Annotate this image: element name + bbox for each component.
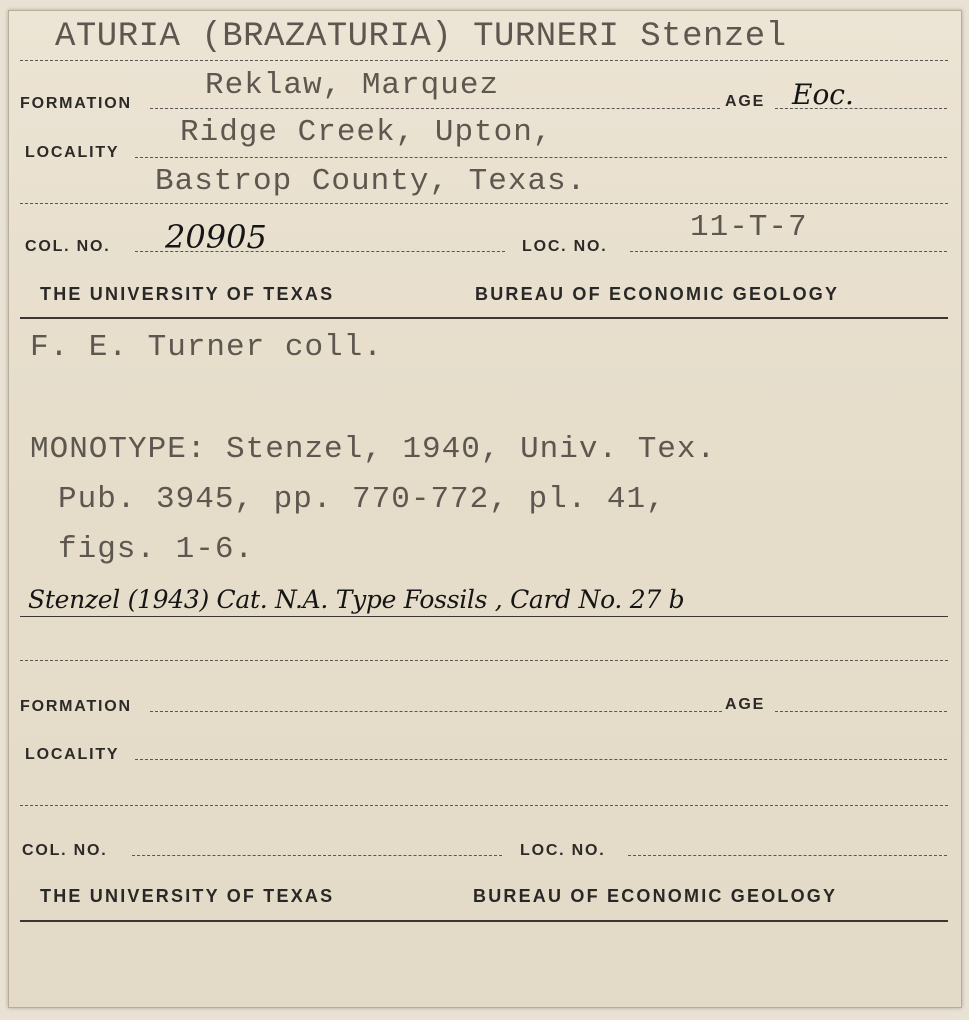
locality-line-2: Bastrop County, Texas. <box>155 164 587 199</box>
reference-rule <box>20 616 948 617</box>
col-no-rule <box>135 251 505 252</box>
bottom-formation-label: FORMATION <box>20 698 132 715</box>
collector-note: F. E. Turner coll. <box>30 330 383 365</box>
bottom-age-label: AGE <box>725 696 766 713</box>
bottom-age-rule <box>775 711 947 712</box>
bottom-loc-no-label: LOC. NO. <box>520 842 606 859</box>
bottom-section-divider <box>20 920 948 922</box>
species-title: ATURIA (BRAZATURIA) TURNERI Stenzel <box>55 18 787 56</box>
bottom-formation-rule <box>150 711 722 712</box>
loc-no-label: LOC. NO. <box>522 238 608 255</box>
monotype-line-3: figs. 1-6. <box>58 532 255 567</box>
bottom-loc-no-rule <box>628 855 947 856</box>
handwritten-reference: Stenzel (1943) Cat. N.A. Type Fossils , Card No. 27 b <box>28 585 685 614</box>
formation-label: FORMATION <box>20 95 132 112</box>
monotype-line-2: Pub. 3945, pp. 770-772, pl. 41, <box>58 482 666 517</box>
locality-line-1: Ridge Creek, Upton, <box>180 115 553 150</box>
top-section-divider <box>20 317 948 319</box>
age-value: Eoc. <box>792 78 854 111</box>
blank-rule <box>20 660 948 661</box>
bottom-footer-bureau: BUREAU OF ECONOMIC GEOLOGY <box>473 886 838 906</box>
loc-no-rule <box>630 251 947 252</box>
locality-rule-1 <box>135 157 947 158</box>
col-no-label: COL. NO. <box>25 238 111 255</box>
bottom-col-no-rule <box>132 855 502 856</box>
col-no-value: 20905 <box>165 218 267 256</box>
formation-rule <box>150 108 720 109</box>
bottom-locality-rule-2 <box>20 805 948 806</box>
footer-university: THE UNIVERSITY OF TEXAS <box>40 284 335 304</box>
bottom-locality-label: LOCALITY <box>25 746 120 763</box>
bottom-locality-rule-1 <box>135 759 947 760</box>
bottom-footer-university: THE UNIVERSITY OF TEXAS <box>40 886 335 906</box>
monotype-line-1: MONOTYPE: Stenzel, 1940, Univ. Tex. <box>30 432 717 467</box>
bottom-col-no-label: COL. NO. <box>22 842 108 859</box>
footer-bureau: BUREAU OF ECONOMIC GEOLOGY <box>475 284 840 304</box>
age-rule <box>775 108 947 109</box>
locality-label: LOCALITY <box>25 144 120 161</box>
formation-value: Reklaw, Marquez <box>205 68 500 103</box>
age-label: AGE <box>725 93 766 110</box>
loc-no-value: 11-T-7 <box>690 210 808 245</box>
locality-rule-2 <box>20 203 948 204</box>
title-rule <box>20 60 948 61</box>
